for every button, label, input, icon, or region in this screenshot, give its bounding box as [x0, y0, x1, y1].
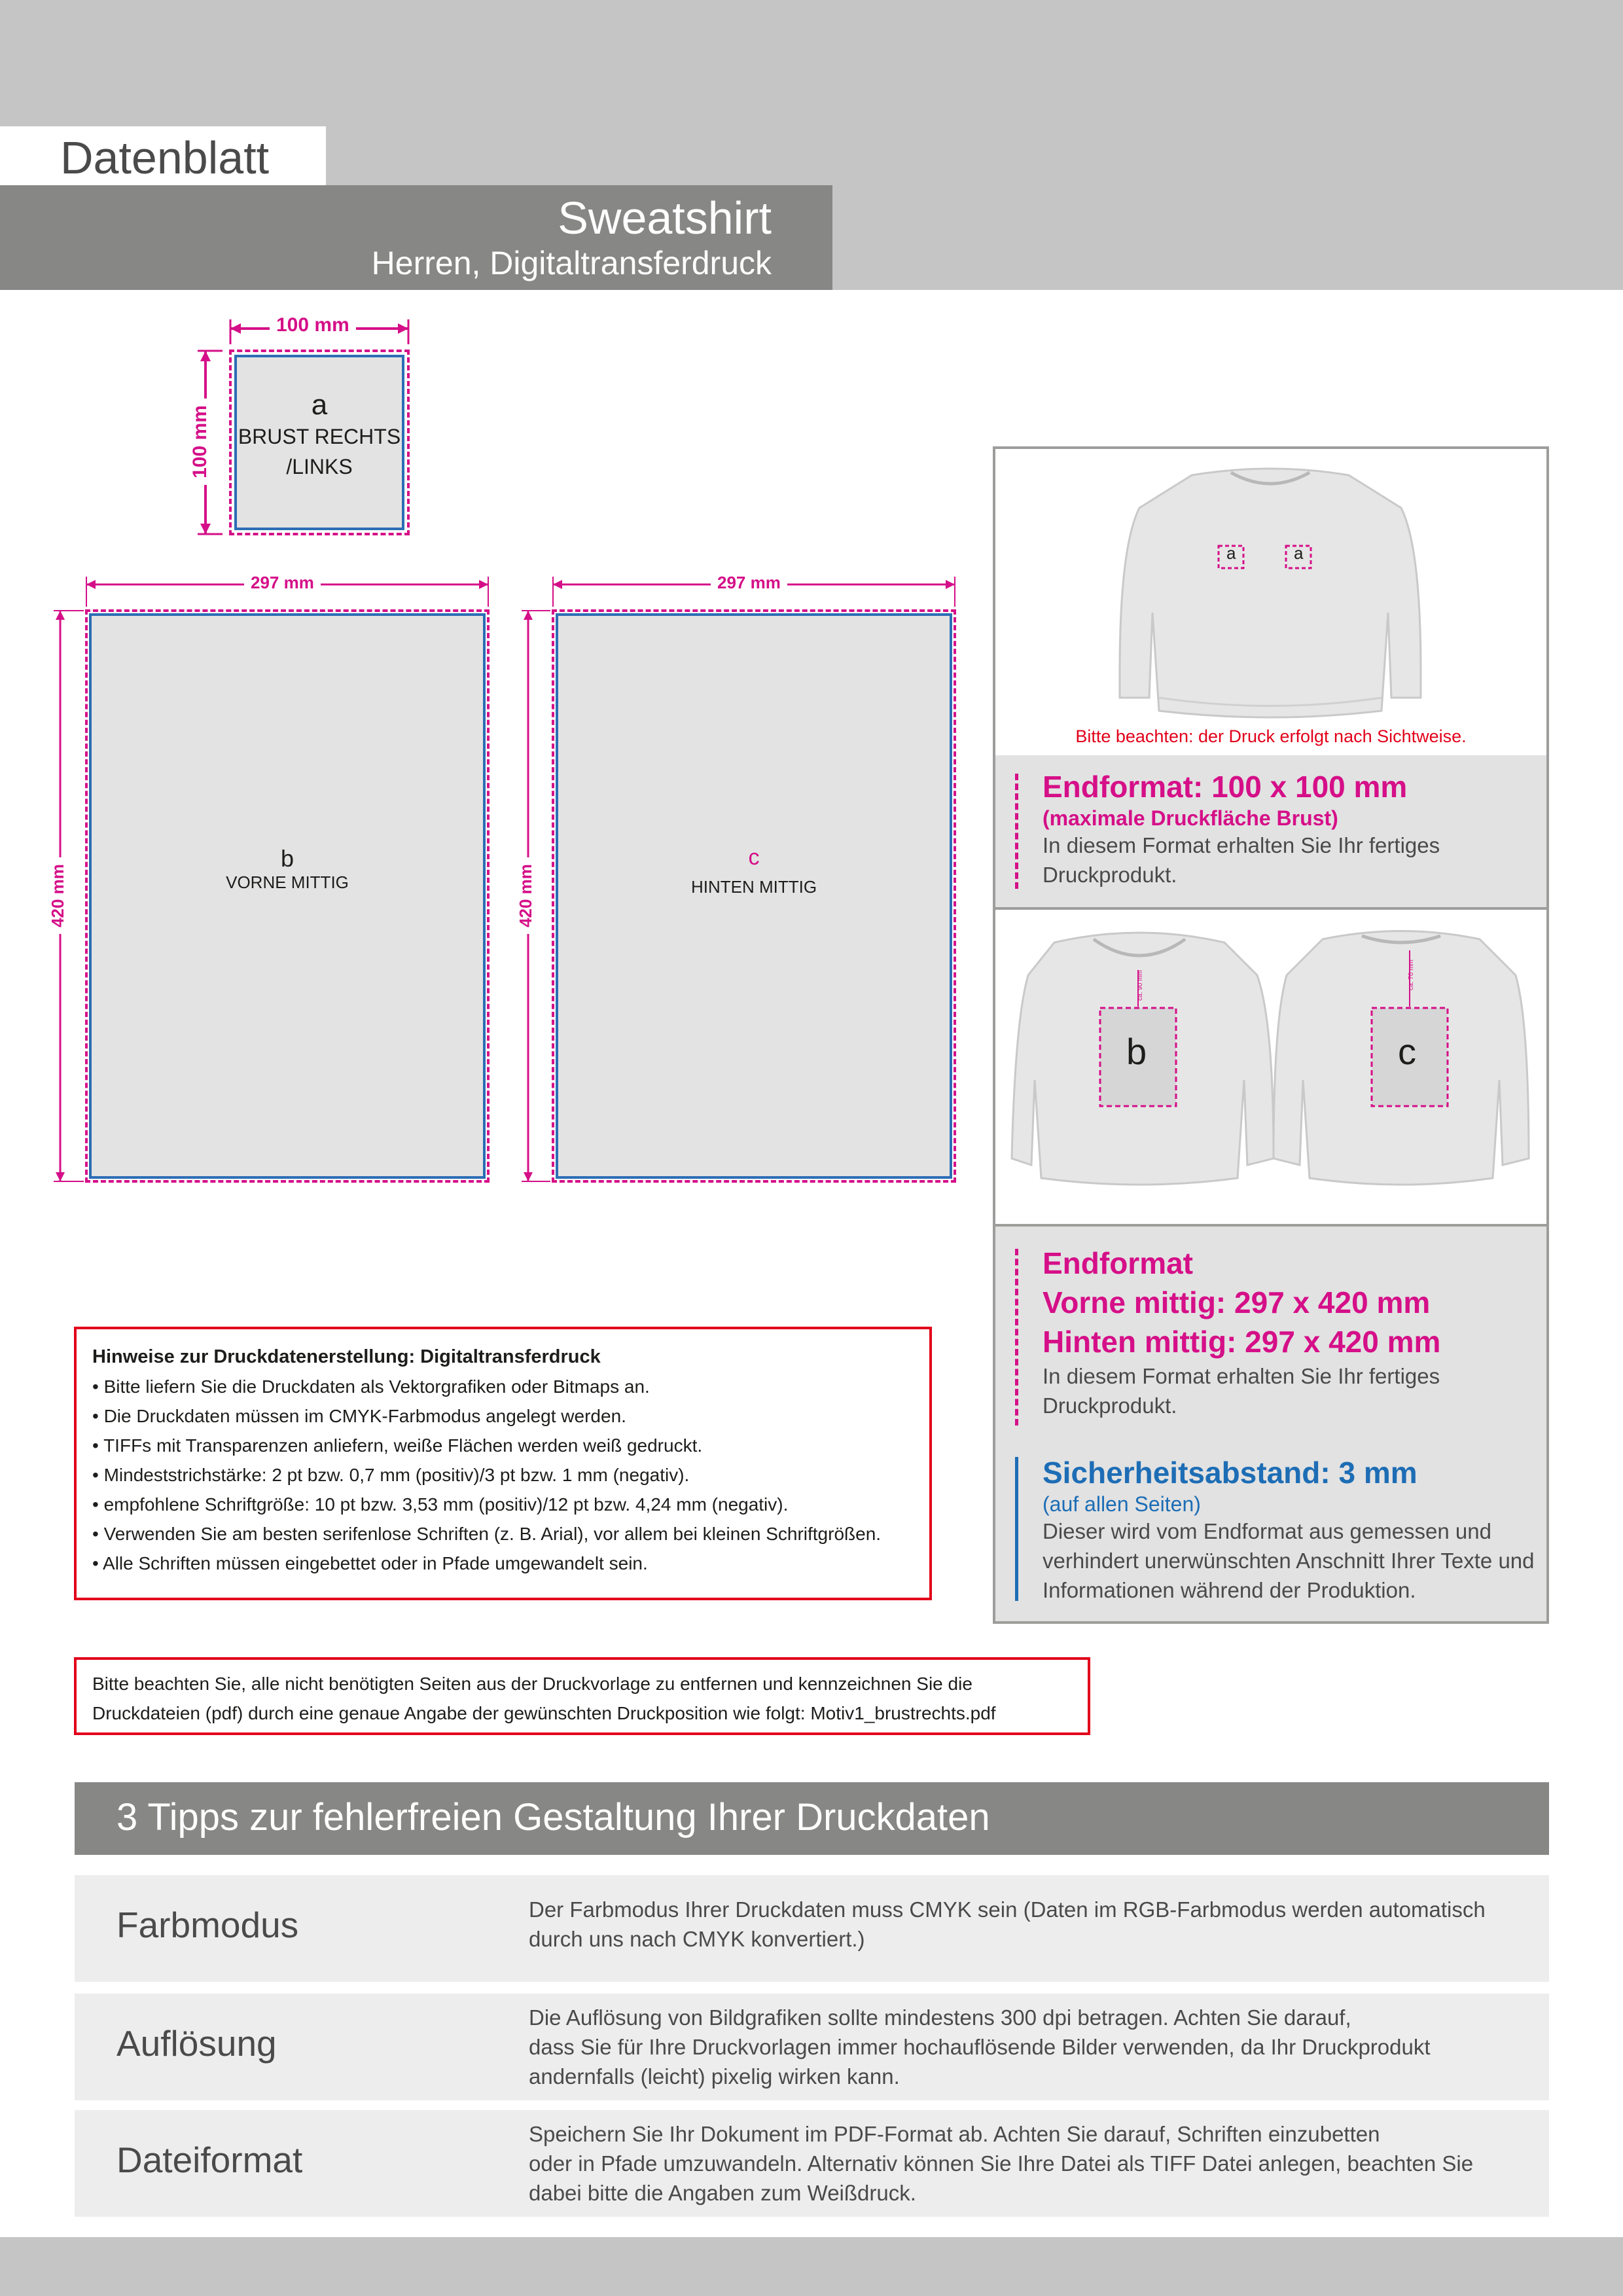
- tip-line: dass Sie für Ihre Druckvorlagen immer hochauflösende Bilder verwenden, da Ihr Druckprodukt: [529, 2035, 1431, 2059]
- info-panel: [993, 446, 1549, 1624]
- marker-chest-right: a: [1294, 543, 1304, 563]
- tips-heading-bar: [75, 1782, 1549, 1855]
- section-chest-format: [995, 755, 1546, 907]
- main-format-body: In diesem Format erhalten Sie Ihr fertiges Druckprodukt.: [1043, 1364, 1440, 1418]
- bottom-band: [0, 2237, 1623, 2296]
- chest-format-body: In diesem Format erhalten Sie Ihr fertiges Druckprodukt.: [1043, 833, 1440, 887]
- safety-body: Dieser wird vom Endformat aus gemessen und verhindert unerwünschten Anschnitt Ihrer Texte und Informationen während der Produktion.: [1043, 1519, 1535, 1602]
- hints-item: • Alle Schriften müssen eingebettet oder in Pfade umgewandelt sein.: [92, 1553, 648, 1573]
- sweatshirt-front-icon: [995, 449, 1546, 724]
- tip-name: Auflösung: [116, 2023, 277, 2064]
- pages-note-line: Druckdateien (pdf) durch eine genaue Angabe der gewünschten Druckposition wie folgt: Motiv1_brustrechts.pdf: [92, 1703, 996, 1723]
- datasheet-tab: [0, 126, 326, 185]
- pages-note: [74, 1657, 1090, 1735]
- marker-chest-left: a: [1226, 543, 1236, 563]
- mockup-front-back: [995, 910, 1546, 1224]
- hints-item: • Bitte liefern Sie die Druckdaten als Vektorgrafiken oder Bitmaps an.: [92, 1376, 650, 1397]
- mockup-c-dim: ca. 70 mm: [1407, 960, 1415, 990]
- tip-line: dabei bitte die Angaben zum Weißdruck.: [529, 2181, 916, 2205]
- sweatshirt-front-back-icon: [995, 910, 1546, 1198]
- tip-name: Farbmodus: [116, 1905, 299, 1945]
- template-a-label: BRUST RECHTS /LINKS: [238, 425, 401, 478]
- tips-title: 3 Tipps zur fehlerfreien Gestaltung Ihrer Druckdaten: [116, 1796, 990, 1839]
- tip-text: [529, 2003, 1537, 2091]
- template-c-area: [556, 613, 952, 1179]
- section-main-format: [995, 1227, 1546, 1621]
- mockup-b-letter: b: [1126, 1031, 1147, 1072]
- template-c-label: HINTEN MITTIG: [690, 877, 817, 897]
- title-bar: [0, 185, 832, 290]
- tip-text: [529, 2119, 1537, 2208]
- template-c-width: 297 mm: [711, 573, 787, 593]
- tip-row: [75, 1875, 1549, 1982]
- tip-line: Speichern Sie Ihr Dokument im PDF-Format ab. Achten Sie darauf, Schriften einzubetten: [529, 2122, 1380, 2146]
- template-b-label: VORNE MITTIG: [226, 872, 349, 892]
- hints-title: Hinweise zur Druckdatenerstellung: Digitaltransferdruck: [92, 1346, 601, 1367]
- chest-format-heading: Endformat: 100 x 100 mm: [1043, 770, 1408, 804]
- template-a: [188, 314, 412, 537]
- back-format-heading: Hinten mittig: 297 x 420 mm: [1043, 1325, 1441, 1359]
- main-format-text: [1043, 1244, 1540, 1420]
- hints-item: • Mindeststrichstärke: 2 pt bzw. 0,7 mm (positiv)/3 pt bzw. 1 mm (negativ).: [92, 1465, 690, 1485]
- tip-name: Dateiformat: [116, 2140, 303, 2180]
- hints-item: • TIFFs mit Transparenzen anliefern, weiße Flächen werden weiß gedruckt.: [92, 1435, 703, 1456]
- tip-row: [75, 1994, 1549, 2100]
- hints-item: • Verwenden Sie am besten serifenlose Schriften (z. B. Arial), vor allem bei kleinen Schriftgrößen.: [92, 1524, 882, 1544]
- hints-item: • empfohlene Schriftgröße: 10 pt bzw. 3,53 mm (positiv)/12 pt bzw. 4,24 mm (negativ).: [92, 1494, 789, 1515]
- template-b: [47, 573, 497, 1188]
- safety-text: [1043, 1453, 1540, 1605]
- magenta-dash-marker: [1015, 774, 1018, 889]
- template-b-area: [89, 613, 486, 1179]
- tip-line: durch uns nach CMYK konvertiert.): [529, 1927, 865, 1951]
- template-a-height: 100 mm: [189, 399, 211, 485]
- mockup-chest: [995, 449, 1546, 753]
- hints-box: [74, 1327, 932, 1600]
- template-b-letter: b: [280, 845, 294, 872]
- magenta-dash-marker-2: [1015, 1249, 1018, 1426]
- template-a-letter: a: [311, 389, 328, 421]
- hints-item: • Die Druckdaten müssen im CMYK-Farbmodus angelegt werden.: [92, 1406, 626, 1426]
- pages-note-line: Bitte beachten Sie, alle nicht benötigten Seiten aus der Druckvorlage zu entfernen und kennzeichnen Sie die: [92, 1674, 972, 1694]
- safety-heading: Sicherheitsabstand: 3 mm: [1043, 1456, 1418, 1490]
- mockup-c-letter: c: [1398, 1031, 1416, 1072]
- chest-format-text: [1043, 767, 1540, 889]
- template-a-width: 100 mm: [270, 314, 356, 336]
- product-subtitle: Herren, Digitaltransferdruck: [371, 245, 772, 281]
- chest-format-sub: (maximale Druckfläche Brust): [1043, 806, 1338, 830]
- template-c-height: 420 mm: [516, 857, 536, 934]
- tip-text: [529, 1895, 1537, 1954]
- tip-line: Der Farbmodus Ihrer Druckdaten muss CMYK sein (Daten im RGB-Farbmodus werden automatisch: [529, 1897, 1486, 1922]
- tip-line: oder in Pfade umzuwandeln. Alternativ können Sie Ihre Datei als TIFF Datei anlegen, beachten Sie: [529, 2151, 1474, 2176]
- tip-line: andernfalls (leicht) pixelig wirken kann.: [529, 2064, 900, 2089]
- tip-line: Die Auflösung von Bildgrafiken sollte mindestens 300 dpi betragen. Achten Sie darauf,: [529, 2005, 1351, 2030]
- template-c: [515, 573, 965, 1188]
- tip-row: [75, 2110, 1549, 2217]
- template-c-letter: c: [748, 845, 760, 870]
- blue-marker: [1015, 1457, 1018, 1601]
- view-note: Bitte beachten: der Druck erfolgt nach Sichtweise.: [1075, 726, 1467, 746]
- template-b-height: 420 mm: [48, 857, 68, 934]
- product-title: Sweatshirt: [558, 192, 772, 243]
- mockup-b-dim: ca. 90 mm: [1136, 970, 1144, 1001]
- safety-sub: (auf allen Seiten): [1043, 1492, 1201, 1516]
- template-b-width: 297 mm: [244, 573, 321, 593]
- datasheet-label: Datenblatt: [60, 132, 270, 183]
- front-format-heading: Vorne mittig: 297 x 420 mm: [1043, 1285, 1431, 1319]
- main-format-heading: Endformat: [1043, 1246, 1193, 1280]
- template-a-area: [234, 355, 404, 530]
